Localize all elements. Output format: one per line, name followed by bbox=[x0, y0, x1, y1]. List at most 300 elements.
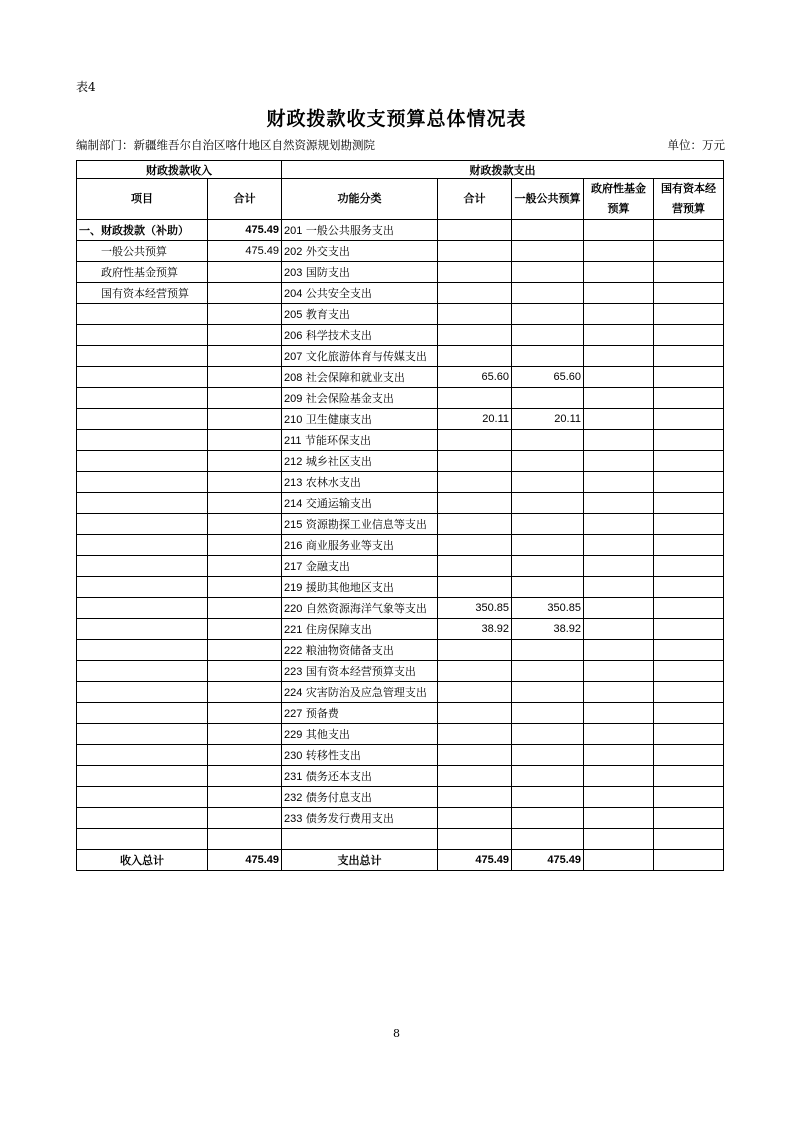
expense-fund bbox=[584, 703, 654, 724]
expense-fund bbox=[584, 325, 654, 346]
income-amount bbox=[208, 430, 282, 451]
function-code: 219 bbox=[284, 582, 303, 594]
function-class bbox=[282, 367, 438, 388]
expense-general bbox=[512, 304, 584, 325]
table-row bbox=[77, 262, 724, 283]
table-row bbox=[77, 556, 724, 577]
income-item bbox=[77, 493, 208, 514]
expense-total: 20.11 bbox=[438, 409, 512, 430]
function-code: 211 bbox=[284, 435, 302, 447]
expense-state bbox=[654, 367, 724, 388]
function-name: 转移性支出 bbox=[305, 749, 361, 762]
expense-general bbox=[512, 451, 584, 472]
expense-fund bbox=[584, 682, 654, 703]
expense-fund bbox=[584, 598, 654, 619]
income-total-header: 合计 bbox=[208, 179, 282, 220]
expense-total bbox=[438, 472, 512, 493]
org-label: 编制部门：新疆维吾尔自治区喀什地区自然资源规划勘测院 bbox=[76, 138, 375, 152]
income-item bbox=[77, 556, 208, 577]
expense-general bbox=[512, 535, 584, 556]
function-code: 222 bbox=[284, 645, 303, 657]
expense-total bbox=[438, 304, 512, 325]
table-row bbox=[77, 346, 724, 367]
unit-label: 单位：万元 bbox=[667, 138, 725, 152]
income-amount bbox=[208, 367, 282, 388]
function-code: 203 bbox=[284, 267, 303, 279]
income-item bbox=[77, 787, 208, 808]
function-name: 资源勘探工业信息等支出 bbox=[305, 518, 427, 531]
expense-general: 20.11 bbox=[512, 409, 584, 430]
income-item bbox=[77, 535, 208, 556]
page-number: 8 bbox=[393, 1027, 400, 1040]
expense-total bbox=[438, 241, 512, 262]
expense-state bbox=[654, 745, 724, 766]
income-item: 政府性基金预算 bbox=[77, 262, 208, 283]
expense-state bbox=[654, 766, 724, 787]
function-name: 援助其他地区支出 bbox=[305, 581, 394, 594]
expense-state bbox=[654, 829, 724, 850]
function-code: 215 bbox=[284, 519, 303, 531]
expense-general: 38.92 bbox=[512, 619, 584, 640]
function-code: 207 bbox=[284, 351, 303, 363]
function-class bbox=[282, 745, 438, 766]
function-code: 208 bbox=[284, 372, 303, 384]
function-class bbox=[282, 577, 438, 598]
expense-fund bbox=[584, 766, 654, 787]
income-item bbox=[77, 682, 208, 703]
table-row bbox=[77, 787, 724, 808]
income-amount bbox=[208, 745, 282, 766]
function-class bbox=[282, 661, 438, 682]
income-item bbox=[77, 409, 208, 430]
function-code: 220 bbox=[284, 603, 303, 615]
income-amount bbox=[208, 766, 282, 787]
expense-total-label: 支出总计 bbox=[282, 850, 438, 871]
function-name: 教育支出 bbox=[305, 308, 350, 321]
function-class bbox=[282, 724, 438, 745]
income-amount bbox=[208, 493, 282, 514]
page-title: 财政拨款收支预算总体情况表 bbox=[266, 108, 527, 130]
function-code: 227 bbox=[284, 708, 303, 720]
function-name: 社会保险基金支出 bbox=[305, 392, 394, 405]
income-amount bbox=[208, 409, 282, 430]
expense-state bbox=[654, 703, 724, 724]
income-item bbox=[77, 829, 208, 850]
function-code: 202 bbox=[284, 246, 303, 258]
income-item: 一般公共预算 bbox=[77, 241, 208, 262]
income-item bbox=[77, 745, 208, 766]
income-amount bbox=[208, 661, 282, 682]
expense-total bbox=[438, 661, 512, 682]
expense-general bbox=[512, 388, 584, 409]
function-name: 住房保障支出 bbox=[305, 623, 372, 636]
function-name: 农林水支出 bbox=[305, 476, 361, 489]
function-class bbox=[282, 808, 438, 829]
expense-total bbox=[438, 220, 512, 241]
income-item bbox=[77, 388, 208, 409]
function-name: 商业服务业等支出 bbox=[305, 539, 394, 552]
expense-general bbox=[512, 661, 584, 682]
function-name: 债务付息支出 bbox=[305, 791, 372, 804]
table-row bbox=[77, 388, 724, 409]
function-name: 科学技术支出 bbox=[305, 329, 372, 342]
function-code: 230 bbox=[284, 750, 303, 762]
expense-fund bbox=[584, 556, 654, 577]
table-row bbox=[77, 766, 724, 787]
function-name: 社会保障和就业支出 bbox=[305, 371, 405, 384]
expense-state bbox=[654, 241, 724, 262]
table-row bbox=[77, 745, 724, 766]
table-row bbox=[77, 619, 724, 640]
expense-general bbox=[512, 766, 584, 787]
expense-total bbox=[438, 640, 512, 661]
expense-total bbox=[438, 451, 512, 472]
expense-general bbox=[512, 346, 584, 367]
income-item bbox=[77, 367, 208, 388]
expense-general bbox=[512, 829, 584, 850]
expense-general bbox=[512, 220, 584, 241]
function-code: 229 bbox=[284, 729, 303, 741]
expense-general bbox=[512, 787, 584, 808]
expense-general bbox=[512, 283, 584, 304]
expense-total bbox=[438, 745, 512, 766]
function-code: 217 bbox=[284, 561, 303, 573]
expense-state bbox=[654, 409, 724, 430]
table-row bbox=[77, 325, 724, 346]
function-name: 城乡社区支出 bbox=[305, 455, 372, 468]
expense-state bbox=[654, 787, 724, 808]
general-budget-header: 一般公共预算 bbox=[512, 179, 584, 220]
function-code: 232 bbox=[284, 792, 303, 804]
function-code: 231 bbox=[284, 771, 303, 783]
function-code: 206 bbox=[284, 330, 303, 342]
expense-fund bbox=[584, 430, 654, 451]
expense-fund bbox=[584, 724, 654, 745]
income-item bbox=[77, 514, 208, 535]
expense-general: 65.60 bbox=[512, 367, 584, 388]
expense-general bbox=[512, 703, 584, 724]
income-amount bbox=[208, 619, 282, 640]
table-row bbox=[77, 808, 724, 829]
function-class bbox=[282, 304, 438, 325]
income-item bbox=[77, 766, 208, 787]
expense-fund bbox=[584, 283, 654, 304]
income-item bbox=[77, 808, 208, 829]
income-amount bbox=[208, 598, 282, 619]
table-row bbox=[77, 451, 724, 472]
function-code: 214 bbox=[284, 498, 303, 510]
income-amount bbox=[208, 535, 282, 556]
function-code: 205 bbox=[284, 309, 303, 321]
function-code: 223 bbox=[284, 666, 303, 678]
expense-state bbox=[654, 661, 724, 682]
expense-general-amount: 475.49 bbox=[512, 850, 584, 871]
table-row bbox=[77, 535, 724, 556]
table-row bbox=[77, 493, 724, 514]
expense-fund bbox=[584, 220, 654, 241]
function-class bbox=[282, 241, 438, 262]
expense-fund bbox=[584, 787, 654, 808]
expense-general bbox=[512, 556, 584, 577]
expense-fund-amount bbox=[584, 850, 654, 871]
table-row bbox=[77, 430, 724, 451]
expense-general bbox=[512, 514, 584, 535]
function-code: 221 bbox=[284, 624, 303, 636]
income-amount: 475.49 bbox=[208, 220, 282, 241]
function-class bbox=[282, 409, 438, 430]
expense-general bbox=[512, 241, 584, 262]
income-item bbox=[77, 430, 208, 451]
function-name: 卫生健康支出 bbox=[305, 413, 372, 426]
function-class bbox=[282, 220, 438, 241]
function-name: 灾害防治及应急管理支出 bbox=[305, 686, 427, 699]
function-name: 债务还本支出 bbox=[305, 770, 372, 783]
function-name: 预备费 bbox=[305, 707, 339, 720]
income-amount bbox=[208, 388, 282, 409]
state-capital-header: 国有资本经营预算 bbox=[654, 179, 724, 220]
function-class bbox=[282, 787, 438, 808]
function-code: 213 bbox=[284, 477, 303, 489]
function-code: 212 bbox=[284, 456, 303, 468]
expense-total: 65.60 bbox=[438, 367, 512, 388]
expense-state bbox=[654, 472, 724, 493]
function-code: 204 bbox=[284, 288, 303, 300]
expense-general bbox=[512, 472, 584, 493]
item-header: 项目 bbox=[77, 179, 208, 220]
function-name: 外交支出 bbox=[305, 245, 350, 258]
table-row bbox=[77, 472, 724, 493]
expense-state bbox=[654, 535, 724, 556]
table-row bbox=[77, 283, 724, 304]
expense-total bbox=[438, 514, 512, 535]
table-row bbox=[77, 241, 724, 262]
expense-total: 350.85 bbox=[438, 598, 512, 619]
expense-total bbox=[438, 724, 512, 745]
expense-total: 38.92 bbox=[438, 619, 512, 640]
expense-fund bbox=[584, 808, 654, 829]
expense-total bbox=[438, 577, 512, 598]
func-class-header: 功能分类 bbox=[282, 179, 438, 220]
expense-state bbox=[654, 283, 724, 304]
expense-fund bbox=[584, 493, 654, 514]
table-row bbox=[77, 514, 724, 535]
expense-state bbox=[654, 220, 724, 241]
income-amount bbox=[208, 808, 282, 829]
expense-total bbox=[438, 430, 512, 451]
function-code: 224 bbox=[284, 687, 303, 699]
table-row bbox=[77, 409, 724, 430]
expense-fund bbox=[584, 640, 654, 661]
function-code: 233 bbox=[284, 813, 303, 825]
expense-total bbox=[438, 787, 512, 808]
function-name: 金融支出 bbox=[305, 560, 350, 573]
expense-general bbox=[512, 808, 584, 829]
income-item bbox=[77, 619, 208, 640]
function-name: 国有资本经营预算支出 bbox=[305, 665, 416, 678]
table-row bbox=[77, 577, 724, 598]
expense-fund bbox=[584, 388, 654, 409]
expense-total bbox=[438, 283, 512, 304]
expense-total-amount: 475.49 bbox=[438, 850, 512, 871]
function-class bbox=[282, 325, 438, 346]
expense-general bbox=[512, 745, 584, 766]
table-row bbox=[77, 640, 724, 661]
income-item bbox=[77, 640, 208, 661]
table-row bbox=[77, 220, 724, 241]
income-amount bbox=[208, 451, 282, 472]
income-item bbox=[77, 451, 208, 472]
function-class bbox=[282, 703, 438, 724]
income-amount bbox=[208, 514, 282, 535]
function-class bbox=[282, 598, 438, 619]
expense-fund bbox=[584, 451, 654, 472]
expense-total bbox=[438, 262, 512, 283]
table-row bbox=[77, 304, 724, 325]
function-code: 210 bbox=[284, 414, 303, 426]
income-item bbox=[77, 577, 208, 598]
function-class bbox=[282, 388, 438, 409]
table-row bbox=[77, 703, 724, 724]
budget-table bbox=[76, 160, 724, 871]
expense-state bbox=[654, 577, 724, 598]
income-amount bbox=[208, 346, 282, 367]
function-name: 其他支出 bbox=[305, 728, 350, 741]
function-name: 粮油物资储备支出 bbox=[305, 644, 394, 657]
expense-state bbox=[654, 808, 724, 829]
income-amount bbox=[208, 703, 282, 724]
expense-fund bbox=[584, 472, 654, 493]
expense-state bbox=[654, 346, 724, 367]
function-class bbox=[282, 682, 438, 703]
expense-fund bbox=[584, 304, 654, 325]
expense-general bbox=[512, 682, 584, 703]
income-item bbox=[77, 325, 208, 346]
function-class bbox=[282, 556, 438, 577]
function-class bbox=[282, 493, 438, 514]
expense-total bbox=[438, 703, 512, 724]
expense-general bbox=[512, 640, 584, 661]
function-code: 201 bbox=[284, 225, 303, 237]
expense-state-amount bbox=[654, 850, 724, 871]
expense-state bbox=[654, 388, 724, 409]
expense-total bbox=[438, 829, 512, 850]
function-class bbox=[282, 346, 438, 367]
income-amount bbox=[208, 325, 282, 346]
expense-fund bbox=[584, 619, 654, 640]
income-amount bbox=[208, 640, 282, 661]
expense-state bbox=[654, 451, 724, 472]
income-item: 一、财政拨款（补助） bbox=[77, 220, 208, 241]
table-row bbox=[77, 661, 724, 682]
function-name: 自然资源海洋气象等支出 bbox=[305, 602, 427, 615]
function-class bbox=[282, 283, 438, 304]
expense-fund bbox=[584, 661, 654, 682]
fund-budget-header: 政府性基金预算 bbox=[584, 179, 654, 220]
expense-fund bbox=[584, 409, 654, 430]
expense-total bbox=[438, 346, 512, 367]
expense-state bbox=[654, 514, 724, 535]
income-amount bbox=[208, 283, 282, 304]
function-name: 一般公共服务支出 bbox=[305, 224, 394, 237]
expense-state bbox=[654, 724, 724, 745]
expense-general: 350.85 bbox=[512, 598, 584, 619]
income-amount bbox=[208, 682, 282, 703]
income-item bbox=[77, 703, 208, 724]
expense-general bbox=[512, 493, 584, 514]
expense-fund bbox=[584, 346, 654, 367]
income-item bbox=[77, 304, 208, 325]
expense-general bbox=[512, 262, 584, 283]
table-tag: 表4 bbox=[76, 80, 96, 94]
expense-general bbox=[512, 577, 584, 598]
function-class bbox=[282, 472, 438, 493]
income-total-amount: 475.49 bbox=[208, 850, 282, 871]
table-row bbox=[77, 724, 724, 745]
expense-fund bbox=[584, 829, 654, 850]
expense-state bbox=[654, 304, 724, 325]
expense-total bbox=[438, 556, 512, 577]
function-class bbox=[282, 451, 438, 472]
expense-fund bbox=[584, 367, 654, 388]
table-row bbox=[77, 682, 724, 703]
income-item bbox=[77, 598, 208, 619]
income-group-header: 财政拨款收入 bbox=[77, 161, 282, 179]
function-name: 国防支出 bbox=[305, 266, 350, 279]
income-item: 国有资本经营预算 bbox=[77, 283, 208, 304]
income-amount bbox=[208, 472, 282, 493]
table-row bbox=[77, 367, 724, 388]
expense-total bbox=[438, 682, 512, 703]
income-total-label: 收入总计 bbox=[77, 850, 208, 871]
income-amount bbox=[208, 304, 282, 325]
income-amount bbox=[208, 724, 282, 745]
exp-total-header: 合计 bbox=[438, 179, 512, 220]
expense-state bbox=[654, 598, 724, 619]
expense-fund bbox=[584, 241, 654, 262]
expense-state bbox=[654, 682, 724, 703]
function-class bbox=[282, 430, 438, 451]
function-name: 节能环保支出 bbox=[305, 434, 372, 447]
expense-state bbox=[654, 430, 724, 451]
function-name: 文化旅游体育与传媒支出 bbox=[305, 350, 427, 363]
expense-state bbox=[654, 493, 724, 514]
income-item bbox=[77, 346, 208, 367]
function-class bbox=[282, 535, 438, 556]
function-class bbox=[282, 262, 438, 283]
function-class bbox=[282, 640, 438, 661]
expense-total bbox=[438, 766, 512, 787]
income-amount bbox=[208, 556, 282, 577]
function-class bbox=[282, 514, 438, 535]
income-amount: 475.49 bbox=[208, 241, 282, 262]
income-amount bbox=[208, 787, 282, 808]
expense-general bbox=[512, 724, 584, 745]
income-amount bbox=[208, 262, 282, 283]
function-class bbox=[282, 766, 438, 787]
table-row bbox=[77, 598, 724, 619]
function-name: 交通运输支出 bbox=[305, 497, 372, 510]
expense-fund bbox=[584, 535, 654, 556]
expense-general bbox=[512, 325, 584, 346]
expense-state bbox=[654, 640, 724, 661]
function-name: 公共安全支出 bbox=[305, 287, 372, 300]
function-class bbox=[282, 619, 438, 640]
expense-fund bbox=[584, 745, 654, 766]
table-row bbox=[77, 829, 724, 850]
expense-total bbox=[438, 388, 512, 409]
expense-state bbox=[654, 556, 724, 577]
income-item bbox=[77, 661, 208, 682]
